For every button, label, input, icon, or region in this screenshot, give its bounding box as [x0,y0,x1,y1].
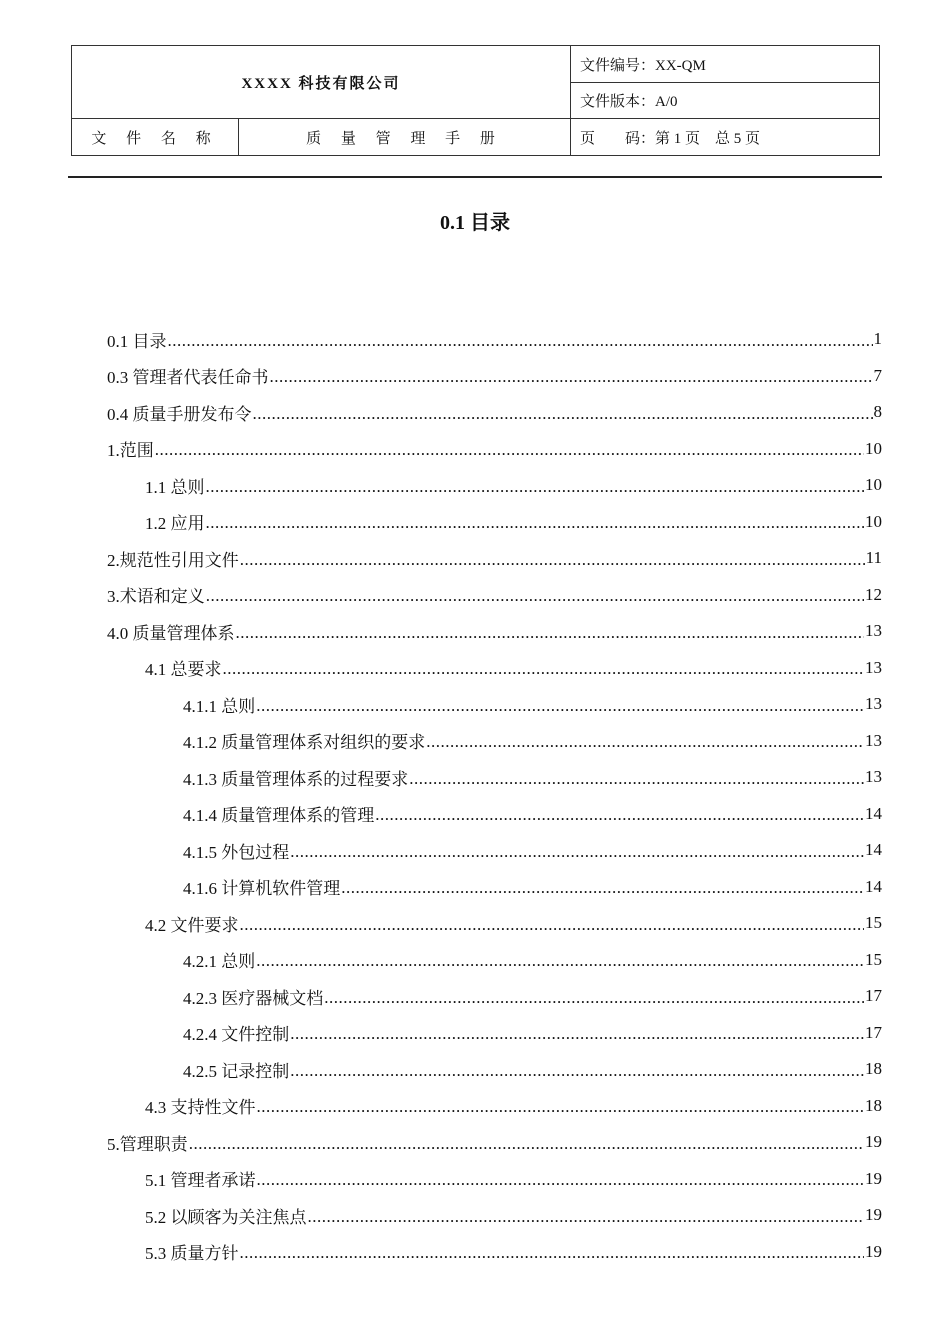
toc-entry[interactable] [107,1161,882,1198]
toc-entry[interactable] [107,431,882,468]
toc-leader-dots [308,1207,865,1234]
toc-entry-page: 17 [865,986,882,1006]
toc-entry[interactable] [107,650,882,687]
toc-entry-title: 0.1 目录 [107,331,167,351]
toc-entry-page: 10 [865,438,882,458]
toc-leader-dots [290,1061,864,1088]
toc-leader-dots [253,404,873,431]
toc-entry-page: 14 [865,803,882,823]
toc-entry-title: 0.4 质量手册发布令 [107,404,252,424]
company-name: XXXX 科技有限公司 [72,46,571,119]
toc-entry[interactable] [107,869,882,906]
toc-entry-title: 1.范围 [107,441,154,461]
toc-entry-title: 4.1.6 计算机软件管理 [183,879,341,899]
toc-leader-dots [206,477,865,504]
toc-entry-page: 19 [865,1241,882,1261]
toc-leader-dots [257,1097,865,1124]
toc-entry-page: 14 [865,876,882,896]
toc-entry-page: 13 [865,730,882,750]
toc-entry-page: 7 [873,365,882,385]
toc-leader-dots [375,805,864,832]
toc-entry-title: 4.1.3 质量管理体系的过程要求 [183,769,409,789]
toc-leader-dots [155,440,864,467]
document-version: 文件版本：A/0 [571,83,880,119]
toc-entry-title: 1.1 总则 [145,477,205,497]
toc-leader-dots [168,331,873,358]
toc-entry[interactable] [107,540,882,577]
toc-entry[interactable] [107,394,882,431]
toc-entry-page: 12 [865,584,882,604]
toc-entry-page: 19 [865,1132,882,1152]
toc-entry-page: 18 [865,1059,882,1079]
toc-leader-dots [409,769,864,796]
toc-entry-page: 19 [865,1205,882,1225]
toc-entry-page: 17 [865,1022,882,1042]
toc-leader-dots [223,659,865,686]
toc-entry-title: 5.管理职责 [107,1134,188,1154]
toc-entry[interactable] [107,358,882,395]
toc-entry-title: 4.2.1 总则 [183,952,256,972]
toc-entry-page: 13 [865,694,882,714]
toc-entry-page: 13 [865,657,882,677]
toc-entry-page: 10 [865,511,882,531]
toc-leader-dots [426,732,864,759]
toc-leader-dots [240,915,865,942]
toc-leader-dots [257,1170,865,1197]
toc-entry-page: 19 [865,1168,882,1188]
toc-leader-dots [206,586,864,613]
page-info: 页 码：第 1 页 总 5 页 [571,119,880,156]
toc-leader-dots [270,367,873,394]
toc-entry-page: 11 [865,548,882,568]
toc-entry-title: 5.1 管理者承诺 [145,1171,256,1191]
toc-entry[interactable] [107,796,882,833]
toc-entry-page: 1 [873,329,882,349]
toc-entry-page: 13 [865,621,882,641]
toc-leader-dots [236,623,865,650]
toc-entry-title: 4.3 支持性文件 [145,1098,256,1118]
toc-entry-title: 4.1.2 质量管理体系对组织的要求 [183,733,426,753]
document-name-label: 文 件 名 称 [72,119,239,156]
toc-entry-title: 5.3 质量方针 [145,1244,239,1264]
toc-leader-dots [240,550,865,577]
toc-leader-dots [290,842,864,869]
toc-entry[interactable] [107,978,882,1015]
toc-entry-page: 10 [865,475,882,495]
toc-entry-title: 4.0 质量管理体系 [107,623,235,643]
toc-leader-dots [240,1243,865,1270]
toc-entry-title: 4.2.3 医疗器械文档 [183,988,324,1008]
toc-entry[interactable] [107,321,882,358]
toc-entry-title: 4.1 总要求 [145,660,222,680]
header-divider [68,176,882,178]
toc-entry-page: 13 [865,767,882,787]
toc-leader-dots [256,951,864,978]
toc-leader-dots [324,988,864,1015]
toc-entry[interactable] [107,467,882,504]
toc-leader-dots [290,1024,864,1051]
toc-entry[interactable] [107,1051,882,1088]
toc-entry-page: 15 [865,949,882,969]
toc-entry[interactable] [107,759,882,796]
toc-entry[interactable] [107,1015,882,1052]
toc-leader-dots [189,1134,864,1161]
toc-entry-title: 3.术语和定义 [107,587,205,607]
toc-entry-title: 5.2 以顾客为关注焦点 [145,1207,307,1227]
toc-entry[interactable] [107,613,882,650]
document-name-value: 质 量 管 理 手 册 [239,119,571,156]
toc-entry-title: 4.2.5 记录控制 [183,1061,290,1081]
toc-entry[interactable] [107,686,882,723]
toc-entry[interactable] [107,1197,882,1234]
toc-entry[interactable] [107,1124,882,1161]
toc-entry-title: 4.2.4 文件控制 [183,1025,290,1045]
toc-entry-title: 1.2 应用 [145,514,205,534]
page-title: 0.1 目录 [440,212,510,234]
toc-entry[interactable] [107,1088,882,1125]
document-header-table [71,45,880,156]
toc-entry-page: 8 [873,402,882,422]
toc-entry-title: 2.规范性引用文件 [107,550,239,570]
toc-entry-title: 4.1.5 外包过程 [183,842,290,862]
toc-entry-title: 4.2 文件要求 [145,915,239,935]
toc-entry[interactable] [107,723,882,760]
toc-entry[interactable] [107,905,882,942]
toc-leader-dots [341,878,864,905]
toc-leader-dots [256,696,864,723]
document-number: 文件编号：XX-QM [571,46,880,83]
toc-entry-title: 0.3 管理者代表任命书 [107,368,269,388]
toc-entry[interactable] [107,504,882,541]
table-of-contents [107,321,882,1270]
toc-leader-dots [206,513,865,540]
toc-entry-page: 15 [865,913,882,933]
toc-entry-title: 4.1.4 质量管理体系的管理 [183,806,375,826]
toc-entry-page: 14 [865,840,882,860]
toc-entry-page: 18 [865,1095,882,1115]
toc-entry[interactable] [107,577,882,614]
toc-entry[interactable] [107,1234,882,1271]
toc-entry[interactable] [107,832,882,869]
toc-entry-title: 4.1.1 总则 [183,696,256,716]
toc-entry[interactable] [107,942,882,979]
